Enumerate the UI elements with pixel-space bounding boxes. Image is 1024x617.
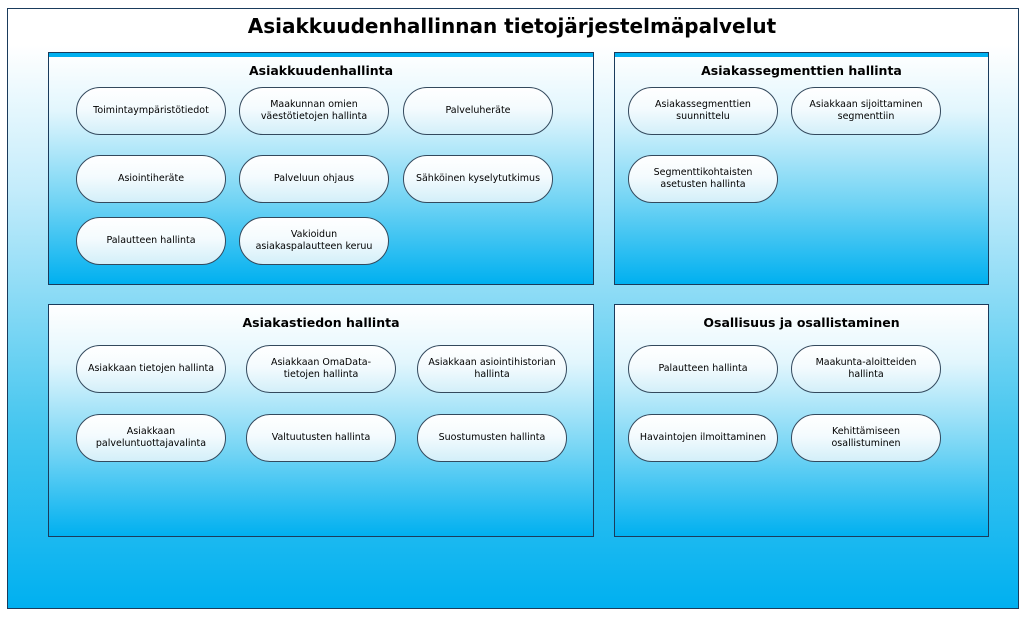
- group-asiakastiedon-hallinta: [48, 304, 594, 537]
- group-heading: Asiakastiedon hallinta: [242, 315, 400, 330]
- group-asiakkuudenhallinta: [48, 52, 594, 285]
- service-node: Palveluun ohjaus: [239, 155, 389, 203]
- group-top-bar: [49, 53, 593, 57]
- service-node: Sähköinen kyselytutkimus: [403, 155, 553, 203]
- service-node: Asiointiheräte: [76, 155, 226, 203]
- service-node: Suostumusten hallinta: [417, 414, 567, 462]
- service-node: Vakioidun asiakaspalautteen keruu: [239, 217, 389, 265]
- service-node: Maakunnan omien väestötietojen hallinta: [239, 87, 389, 135]
- service-node: Havaintojen ilmoittaminen: [628, 414, 778, 462]
- service-node: Maakunta-aloitteiden hallinta: [791, 345, 941, 393]
- group-heading: Asiakassegmenttien hallinta: [701, 63, 902, 78]
- service-node: Toimintaympäristötiedot: [76, 87, 226, 135]
- group-top-bar: [615, 53, 988, 57]
- service-node: Asiakkaan palveluntuottajavalinta: [76, 414, 226, 462]
- service-node: Asiakkaan OmaData-tietojen hallinta: [246, 345, 396, 393]
- diagram-title: Asiakkuudenhallinnan tietojärjestelmäpalvelut: [247, 14, 777, 38]
- service-node: Kehittämiseen osallistuminen: [791, 414, 941, 462]
- service-node: Palautteen hallinta: [76, 217, 226, 265]
- service-node: Asiakkaan tietojen hallinta: [76, 345, 226, 393]
- group-heading: Asiakkuudenhallinta: [248, 63, 394, 78]
- service-node: Palautteen hallinta: [628, 345, 778, 393]
- group-osallisuus-ja-osallistaminen: [614, 304, 989, 537]
- service-node: Valtuutusten hallinta: [246, 414, 396, 462]
- service-node: Asiakassegmenttien suunnittelu: [628, 87, 778, 135]
- group-heading: Osallisuus ja osallistaminen: [703, 315, 900, 330]
- service-node: Palveluheräte: [403, 87, 553, 135]
- service-node: Segmenttikohtaisten asetusten hallinta: [628, 155, 778, 203]
- group-asiakassegmenttien-hallinta: [614, 52, 989, 285]
- service-node: Asiakkaan asiointihistorian hallinta: [417, 345, 567, 393]
- service-node: Asiakkaan sijoittaminen segmenttiin: [791, 87, 941, 135]
